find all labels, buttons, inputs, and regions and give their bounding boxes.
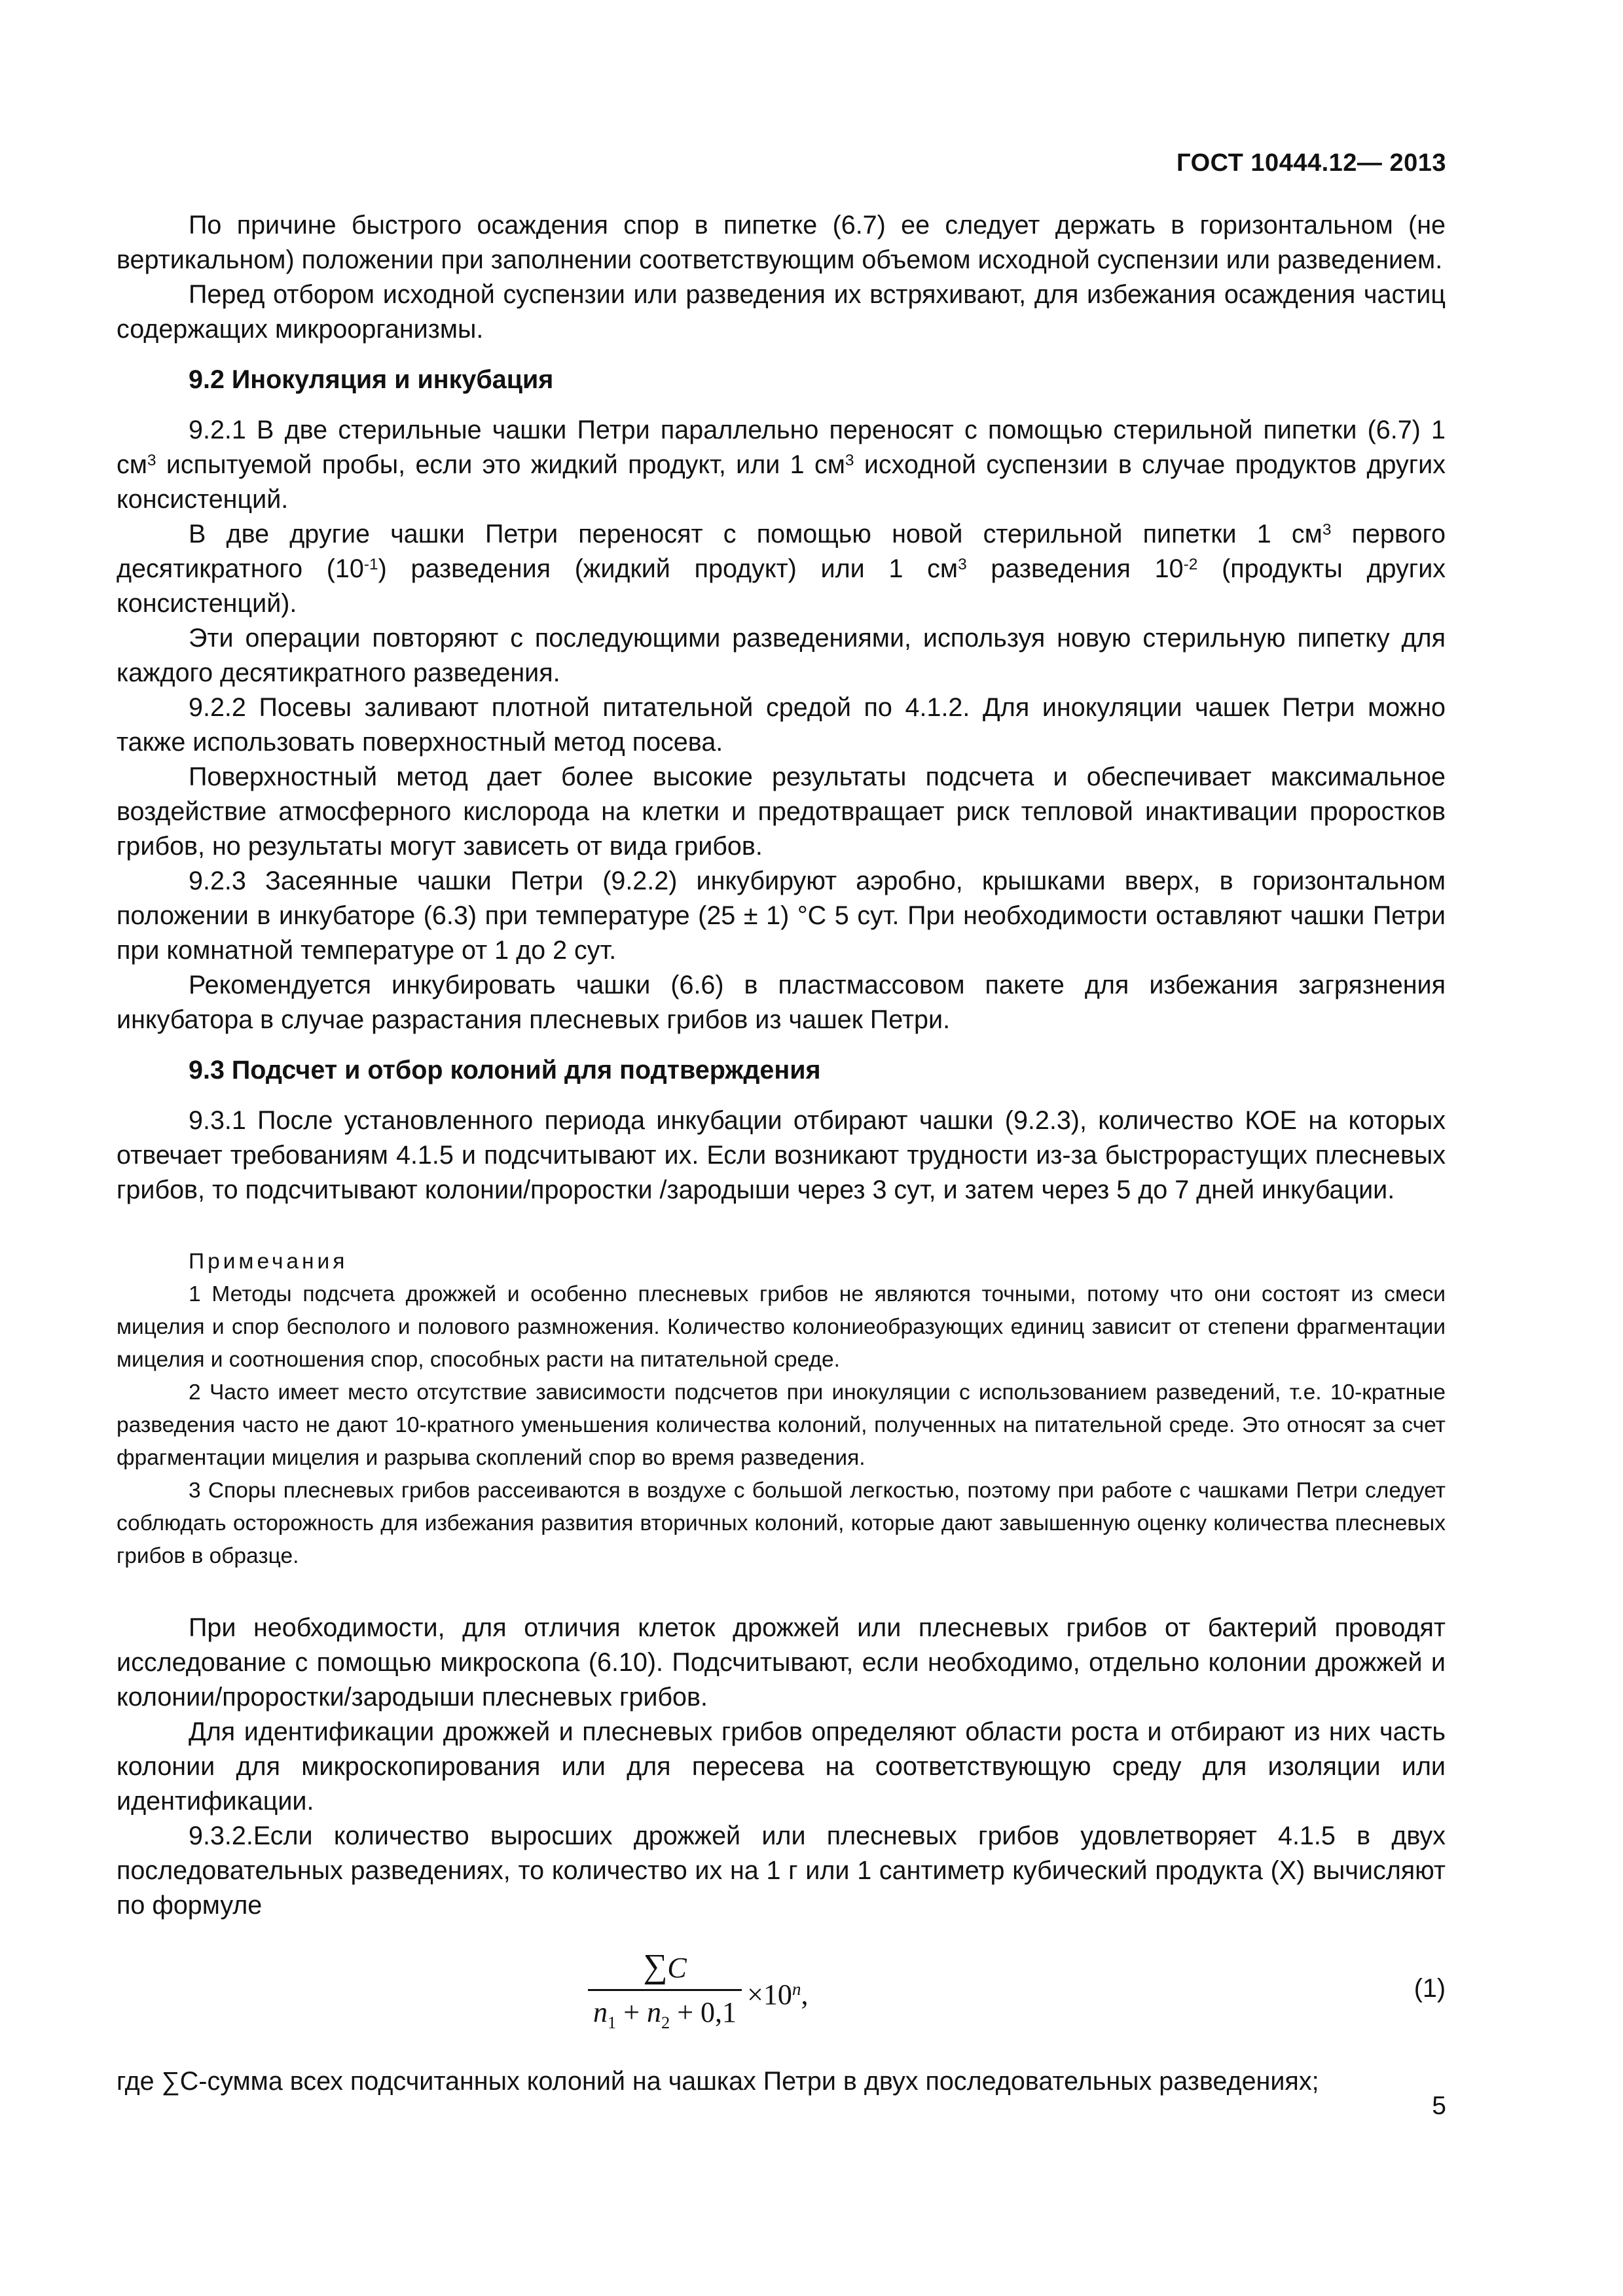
paragraph: Перед отбором исходной суспензии или разведения их встряхивают, для избежания осаждения частиц содержащих микроорганизмы. xyxy=(117,280,1446,344)
paragraph: Рекомендуется инкубировать чашки (6.6) в пластмассовом пакете для избежания загрязнения инкубатора в случае разрастания плесневых грибов из чашек Петри. xyxy=(117,971,1446,1034)
paragraph-9-3-1: 9.3.1 После установленного периода инкубации отбирают чашки (9.2.3), количество КОЕ на которых отвечает требованиям 4.1.5 и подсчитывают их. Если возникают трудности из-за быстрорастущих плесневых грибов, то подсчитывают колонии/проростки /зародыши через 3 сут, и затем через 5 до 7 дней инкубации. xyxy=(117,1106,1446,1204)
note-item: 2 Часто имеет место отсутствие зависимости подсчетов при инокуляции с использованием разведений, т.е. 10-кратные разведения часто не дают 10-кратного уменьшения количества колоний, полученных на питательной среде. Это относят за счет фрагментации мицелия и разрыва скоплений спор во время разведения. xyxy=(117,1380,1446,1470)
paragraph: Для идентификации дрожжей и плесневых грибов определяют области роста и отбирают из них часть колонии для микроскопирования или для пересева на соответствующую среду для изоляции или идентификации. xyxy=(117,1717,1446,1816)
formula-row xyxy=(117,1949,1446,2041)
formula-multiplier: $\times 10^n$, xyxy=(747,1978,809,2011)
notes-block xyxy=(117,1246,1446,1573)
paragraph: При необходимости, для отличия клеток дрожжей или плесневых грибов от бактерий проводят исследование с помощью микроскопа (6.10). Подсчитывают, если необходимо, отдельно колонии дрожжей и колонии/проростки/зародыши плесневых грибов. xyxy=(117,1613,1446,1712)
body-text xyxy=(117,208,1446,2099)
formula-fraction xyxy=(588,1949,742,2040)
paragraph: Эти операции повторяют с последующими разведениями, используя новую стерильную пипетку для каждого десятикратного разведения. xyxy=(117,624,1446,687)
paragraph-9-2-2: 9.2.2 Посевы заливают плотной питательной средой по 4.1.2. Для инокуляции чашек Петри можно также использовать поверхностный метод посева. xyxy=(117,693,1446,757)
section-heading-9-3: 9.3 Подсчет и отбор колоний для подтверждения xyxy=(189,1056,821,1085)
where-line: где ∑C-сумма всех подсчитанных колоний на чашках Петри в двух последовательных разведениях; xyxy=(117,2067,1319,2096)
standard-header: ГОСТ 10444.12— 2013 xyxy=(1176,149,1446,177)
note-item: 3 Споры плесневых грибов рассеиваются в воздухе с большой легкостью, поэтому при работе с чашками Петри следует соблюдать осторожность для избежания развития вторичных колоний, которые дают завышенную оценку количества плесневых грибов в образце. xyxy=(117,1479,1446,1568)
paragraph-9-3-2: 9.3.2.Если количество выросших дрожжей или плесневых грибов удовлетворяет 4.1.5 в двух последовательных разведениях, то количество их на 1 г или 1 сантиметр кубический продукта (X) вычисляют по формуле xyxy=(117,1821,1446,1920)
paragraph-9-2-1: 9.2.1 В две стерильные чашки Петри параллельно переносят с помощью стерильной пипетки (6.7) 1 $см^3$ испытуемой пробы, если это жидкий продукт, или 1 $см^3$ исходной суспензии в случае продуктов других консистенций. xyxy=(117,416,1446,514)
notes-title: Примечания xyxy=(189,1249,348,1274)
page-number: 5 xyxy=(1432,2092,1446,2120)
note-item: 1 Методы подсчета дрожжей и особенно плесневых грибов не являются точными, потому что они состоят из смеси мицелия и спор бесполого и полового размножения. Количество колониеобразующих единиц зависит от степени фрагментации мицелия и соотношения спор, способных расти на питательной среде. xyxy=(117,1282,1446,1372)
formula-denominator: $n_1 + n_2 + 0,1$ xyxy=(588,1989,742,2040)
formula-numerator: ∑C xyxy=(643,1948,687,1985)
section-heading-9-2: 9.2 Инокуляция и инкубация xyxy=(189,365,554,394)
paragraph-9-2-3: 9.2.3 Засеянные чашки Петри (9.2.2) инкубируют аэробно, крышками вверх, в горизонтальном положении в инкубаторе (6.3) при температуре (25 ± 1) °С 5 сут. При необходимости оставляют чашки Петри при комнатной температуре от 1 до 2 сут. xyxy=(117,867,1446,965)
paragraph: В две другие чашки Петри переносят с помощью новой стерильной пипетки 1 $см^3$ первого десятикратного $(10^{-1})$ разведения (жидкий продукт) или 1 $см^3$ разведения $10^{-2}$ (продукты других консистенций). xyxy=(117,520,1446,618)
paragraph: Поверхностный метод дает более высокие результаты подсчета и обеспечивает максимальное воздействие атмосферного кислорода на клетки и предотвращает риск тепловой инактивации проростков грибов, но результаты могут зависеть от вида грибов. xyxy=(117,762,1446,861)
paragraph: По причине быстрого осаждения спор в пипетке (6.7) ее следует держать в горизонтальном (не вертикальном) положении при заполнении соответствующим объемом исходной суспензии или разведением. xyxy=(117,211,1446,274)
formula xyxy=(588,1949,809,2040)
equation-number: (1) xyxy=(1413,1974,1446,2003)
